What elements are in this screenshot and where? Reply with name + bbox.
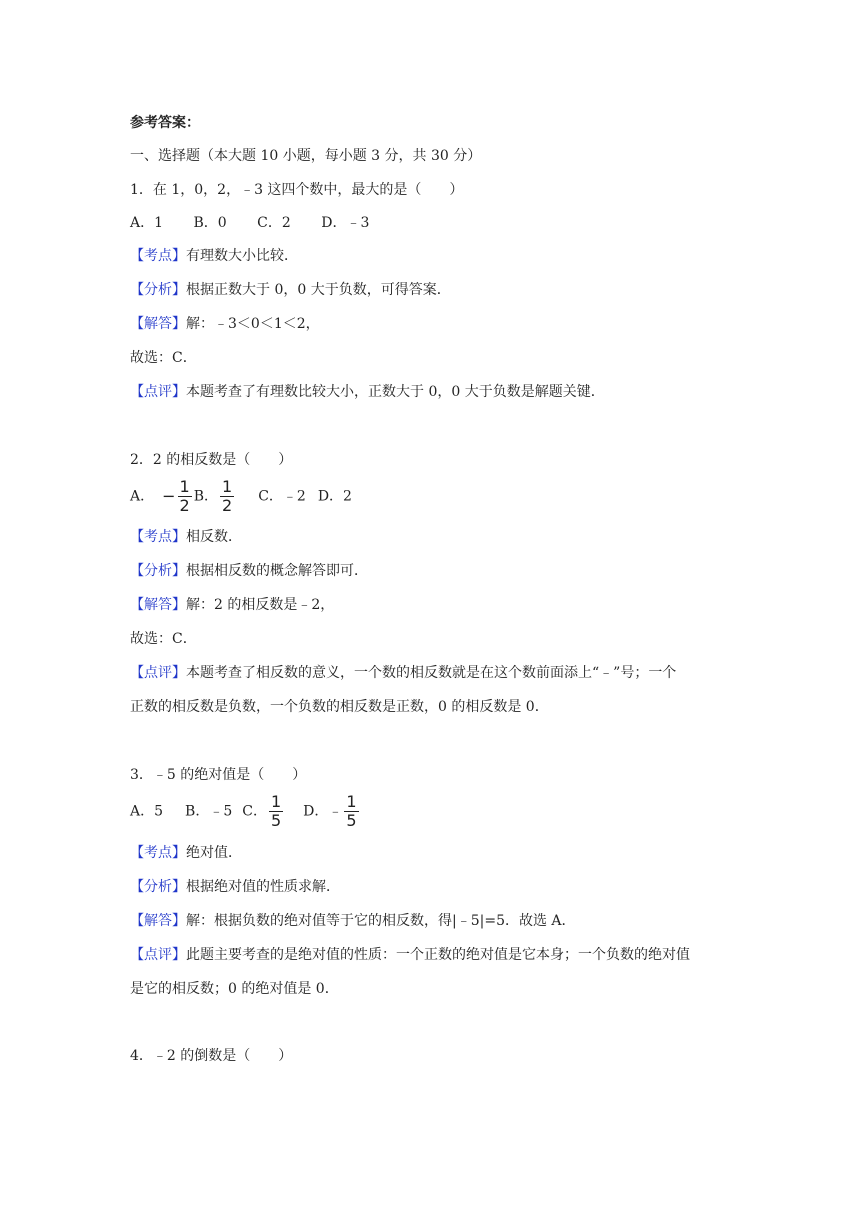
q2-fenxi [130, 561, 368, 581]
q3-option-c-label: C． [242, 803, 267, 820]
dianping-label: 【点评】 [130, 947, 186, 963]
q1-fenxi-text: 根据正数大于 0，0 大于负数，可得答案． [186, 282, 451, 298]
q1-options [130, 213, 369, 233]
q2-option-c: C．﹣2 [258, 488, 306, 505]
q1-kaodian-text: 有理数大小比较． [186, 248, 298, 264]
q2-dianping [130, 663, 676, 683]
q3-jieda [130, 911, 576, 931]
fenxi-label: 【分析】 [130, 282, 186, 298]
fenxi-label: 【分析】 [130, 879, 186, 895]
q2-option-b-label: B． [193, 488, 219, 505]
jieda-label: 【解答】 [130, 913, 186, 929]
q3-option-d-fraction: $\frac{1}{5}$ [346, 792, 357, 830]
q2-option-b-fraction: $\frac{1}{2}$ [222, 477, 233, 515]
q1-kaodian [130, 246, 298, 266]
q2-option-a-minus: − [162, 486, 176, 506]
q1-stem: 1．在 1，0，2，﹣3 这四个数中，最大的是（ ） [130, 182, 464, 198]
section-heading: 一、选择题（本大题 10 小题，每小题 3 分，共 30 分） [130, 148, 482, 164]
q3-kaodian [130, 843, 242, 863]
q3-dianping-cont: 是它的相反数；0 的绝对值是 0． [130, 981, 339, 997]
q1-jieda-text: 解：﹣3＜0＜1＜2， [186, 316, 320, 332]
q2-dianping-text-1: 本题考查了相反数的意义，一个数的相反数就是在这个数前面添上“﹣”号；一个 [186, 665, 677, 681]
q3-option-d-label: D．﹣ [303, 803, 343, 820]
q2-stem: 2．2 的相反数是（ ） [130, 452, 293, 468]
jieda-label: 【解答】 [130, 316, 186, 332]
fenxi-label: 【分析】 [130, 563, 186, 579]
answer-title: 参考答案： [130, 115, 200, 131]
q3-fenxi [130, 877, 340, 897]
q1-option-a: A．1 [130, 215, 164, 231]
dianping-label: 【点评】 [130, 384, 186, 400]
q2-dianping-cont: 正数的相反数是负数，一个负数的相反数是正数，0 的相反数是 0． [130, 699, 549, 715]
q1-fenxi [130, 280, 451, 300]
q2-option-d: D．2 [317, 488, 352, 505]
kaodian-label: 【考点】 [130, 845, 186, 861]
q3-dianping [130, 945, 690, 965]
q3-dianping-text-1: 此题主要考查的是绝对值的性质：一个正数的绝对值是它本身；一个负数的绝对值 [186, 947, 690, 963]
q3-option-b: B．﹣5 [185, 803, 233, 820]
q1-jieda [130, 314, 320, 334]
q2-kaodian [130, 527, 242, 547]
q2-fenxi-text: 根据相反数的概念解答即可． [186, 563, 368, 579]
q1-option-c: C．2 [257, 215, 291, 231]
q2-kaodian-text: 相反数． [186, 529, 242, 545]
q2-option-a-label: A． [130, 488, 155, 505]
kaodian-label: 【考点】 [130, 529, 186, 545]
q3-kaodian-text: 绝对值． [186, 845, 242, 861]
q3-option-c-fraction: $\frac{1}{5}$ [270, 792, 282, 830]
q2-jieda-text: 解：2 的相反数是﹣2， [186, 597, 335, 613]
q3-option-a: A．5 [130, 803, 164, 820]
q4-stem: 4．﹣2 的倒数是（ ） [130, 1048, 293, 1064]
dianping-label: 【点评】 [130, 665, 186, 681]
q2-options [130, 479, 352, 514]
q1-dianping-text: 本题考查了有理数比较大小，正数大于 0，0 大于负数是解题关键． [186, 384, 605, 400]
q1-choice: 故选：C． [130, 350, 197, 366]
q2-choice: 故选：C． [130, 631, 197, 647]
q3-stem: 3．﹣5 的绝对值是（ ） [130, 767, 307, 783]
kaodian-label: 【考点】 [130, 248, 186, 264]
q1-dianping [130, 382, 605, 402]
q1-option-d: D．﹣3 [321, 215, 370, 231]
q3-options [130, 794, 361, 829]
q1-option-b: B．0 [193, 215, 227, 231]
q2-jieda [130, 595, 334, 615]
q3-jieda-text: 解：根据负数的绝对值等于它的相反数，得|﹣5|=5．故选 A． [186, 913, 576, 929]
q3-fenxi-text: 根据绝对值的性质求解． [186, 879, 340, 895]
jieda-label: 【解答】 [130, 597, 186, 613]
q2-option-a-fraction: $\frac{1}{2}$ [179, 477, 190, 515]
